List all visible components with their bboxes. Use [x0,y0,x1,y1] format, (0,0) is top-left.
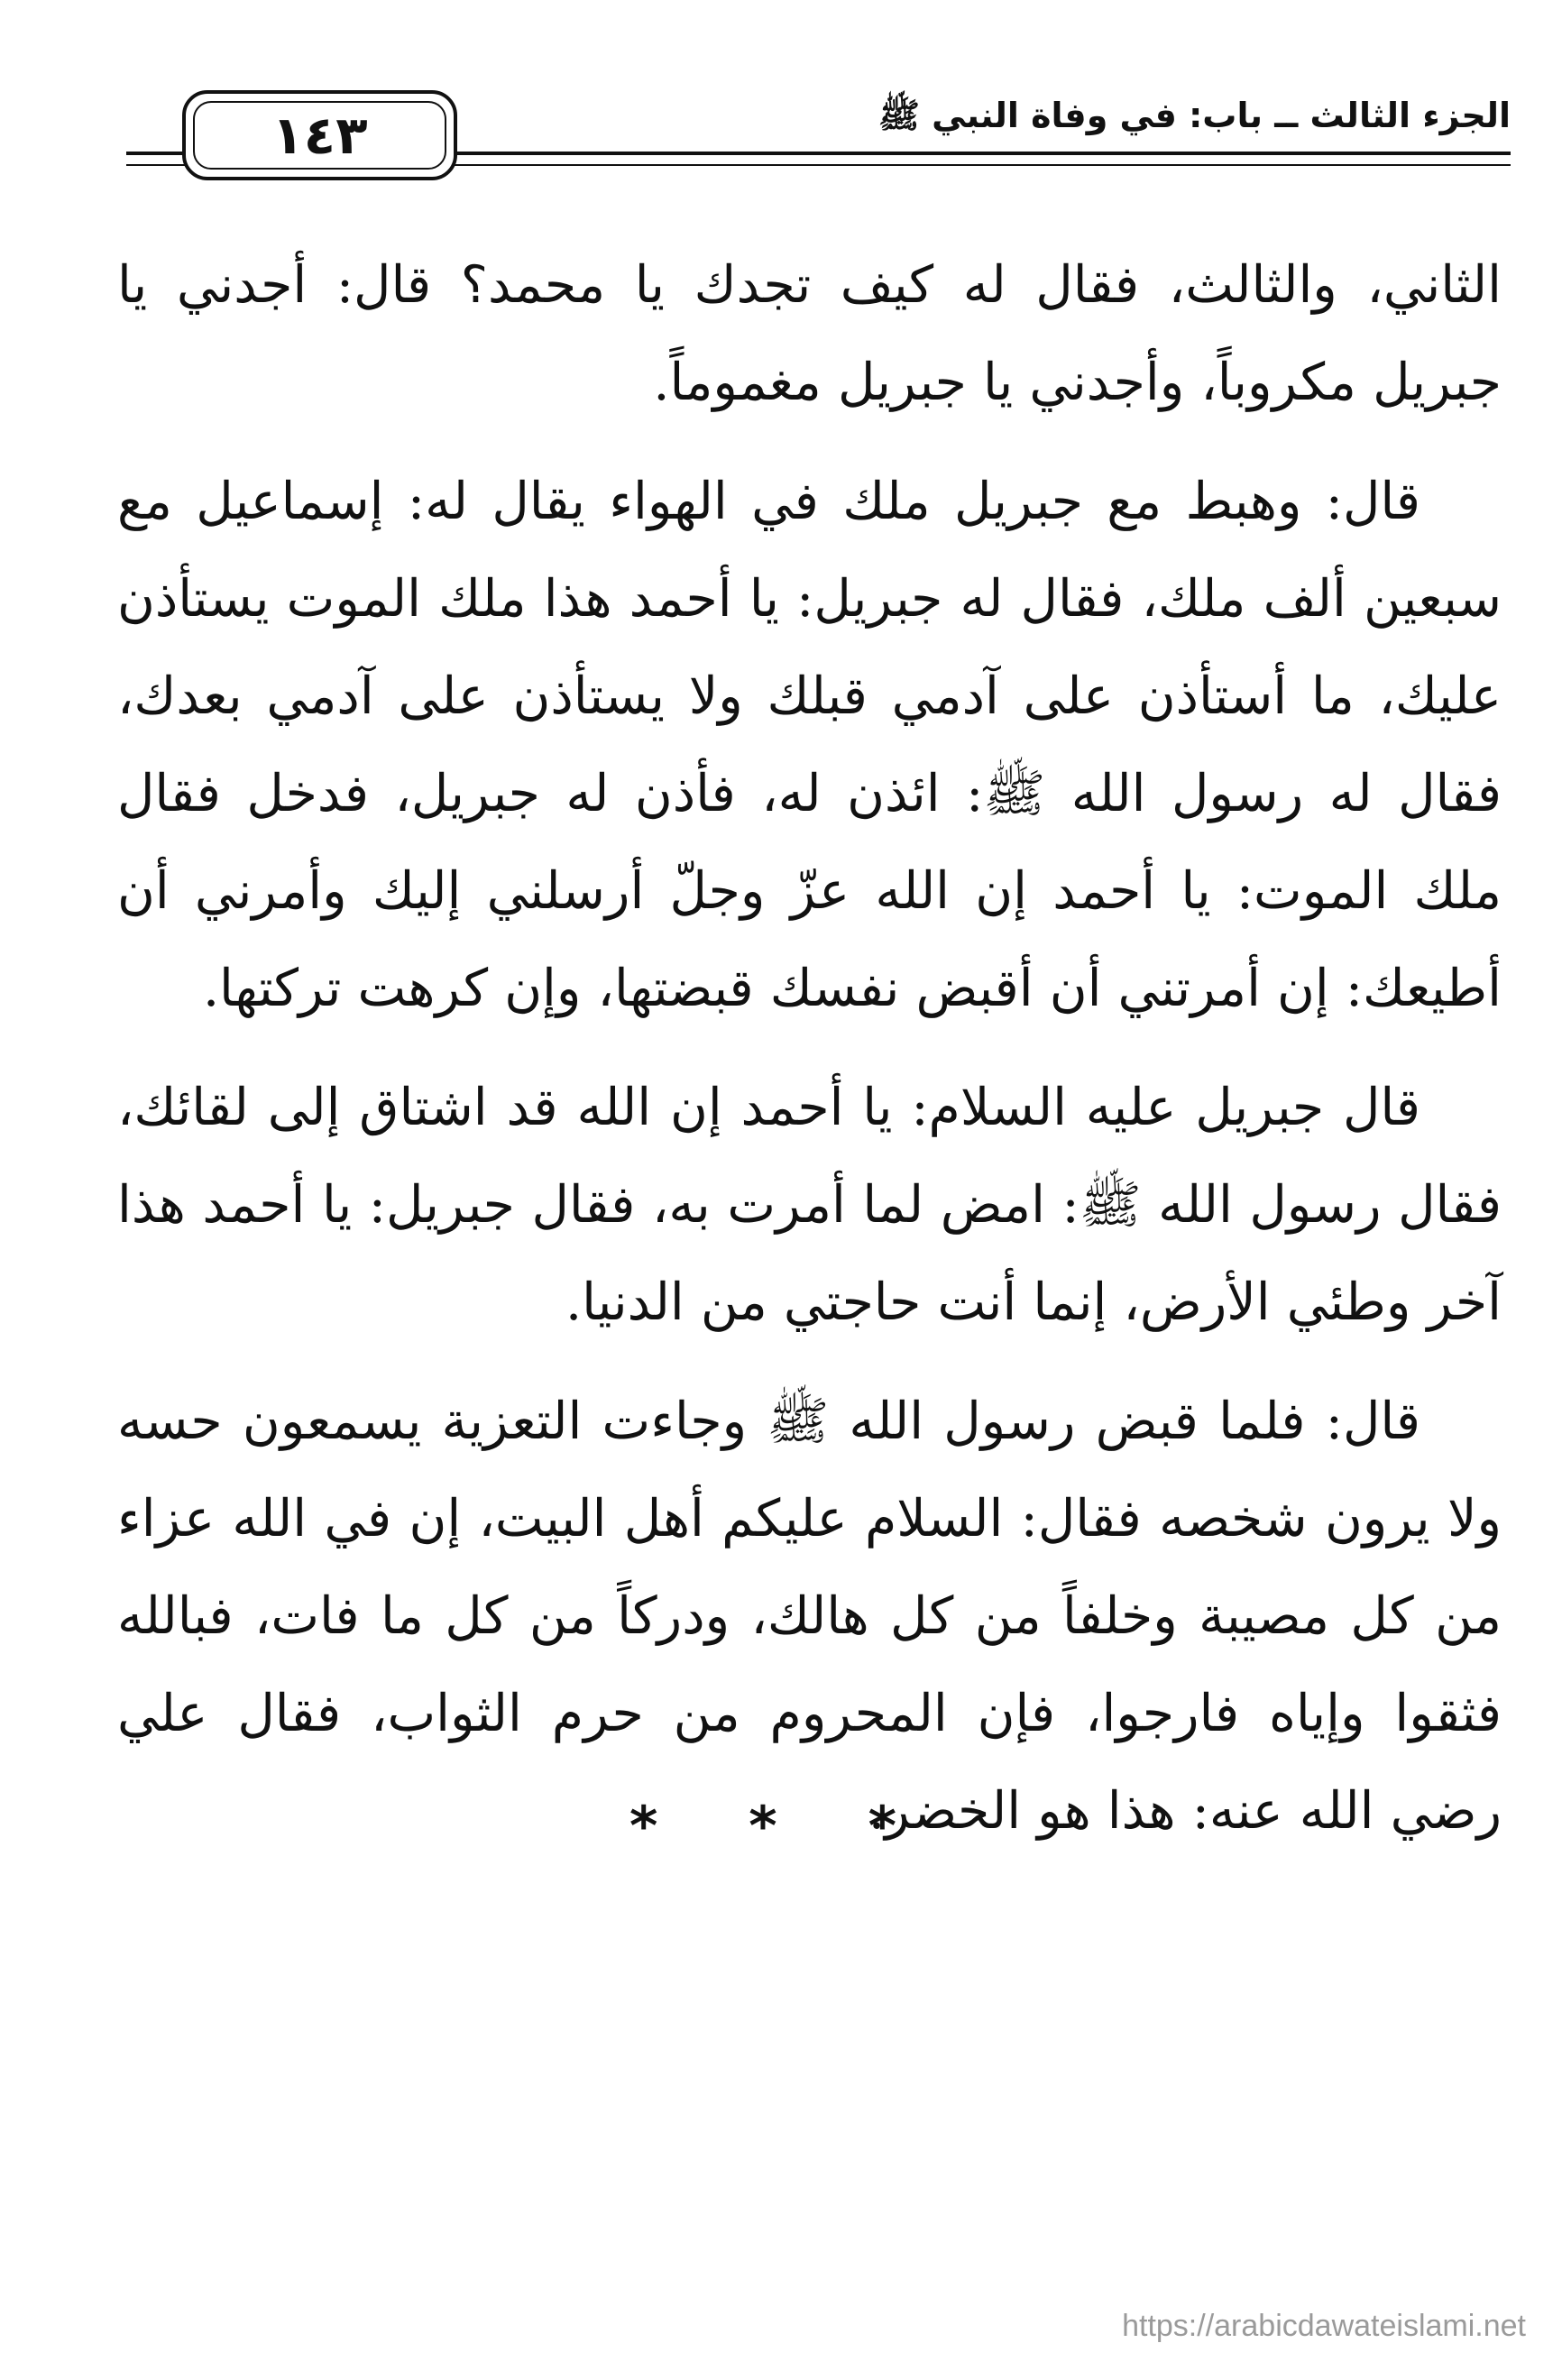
watermark-url: https://arabicdawateislami.net [1122,2309,1526,2343]
body-text [117,236,1502,1881]
paragraph-1: الثاني، والثالث، فقال له كيف تجدك يا محمد؟ قال: أجدني يا جبريل مكروباً، وأجدني يا جبريل مغموماً. [117,255,1502,412]
section-separator: * * * [629,1795,933,1858]
running-header [126,83,1511,189]
page-number-frame-inner [193,101,446,170]
page-number: ١٤٣ [271,105,368,166]
paragraph-4: قال: فلما قبض رسول الله ﷺ وجاءت التعزية يسمعون حسه ولا يرون شخصه فقال: السلام عليكم أهل البيت، إن في الله عزاء من كل مصيبة وخلفاً من كل هالك، ودركاً من كل ما فات، فبالله فثقوا وإياه فارجوا، فإن المحروم من حرم الثواب، فقال علي رضي الله عنه: هذا هو الخضر. [117,1392,1502,1841]
paragraph-3: قال جبريل عليه السلام: يا أحمد إن الله قد اشتاق إلى لقائك، فقال رسول الله ﷺ: امض لما أمرت به، فقال جبريل: يا أحمد هذا آخر وطئي الأرض، إنما أنت حاجتي من الدنيا. [117,1078,1502,1332]
paragraph-2: قال: وهبط مع جبريل ملك في الهواء يقال له: إسماعيل مع سبعين ألف ملك، فقال له جبريل: يا أحمد هذا ملك الموت يستأذن عليك، ما أستأذن على آدمي قبلك ولا يستأذن على آدمي بعدك، فقال له رسول الله ﷺ: ائذن له، فأذن له جبريل، فدخل فقال ملك الموت: يا أحمد إن الله عزّ وجلّ أرسلني إليك وأمرني أن أطيعك: إن أمرتني أن أقبض نفسك قبضتها، وإن كرهت تركتها. [117,472,1502,1018]
chapter-title: الجزء الثالث ــ باب: في وفاة النبي ﷺ [868,96,1511,137]
page-number-frame [182,90,457,180]
